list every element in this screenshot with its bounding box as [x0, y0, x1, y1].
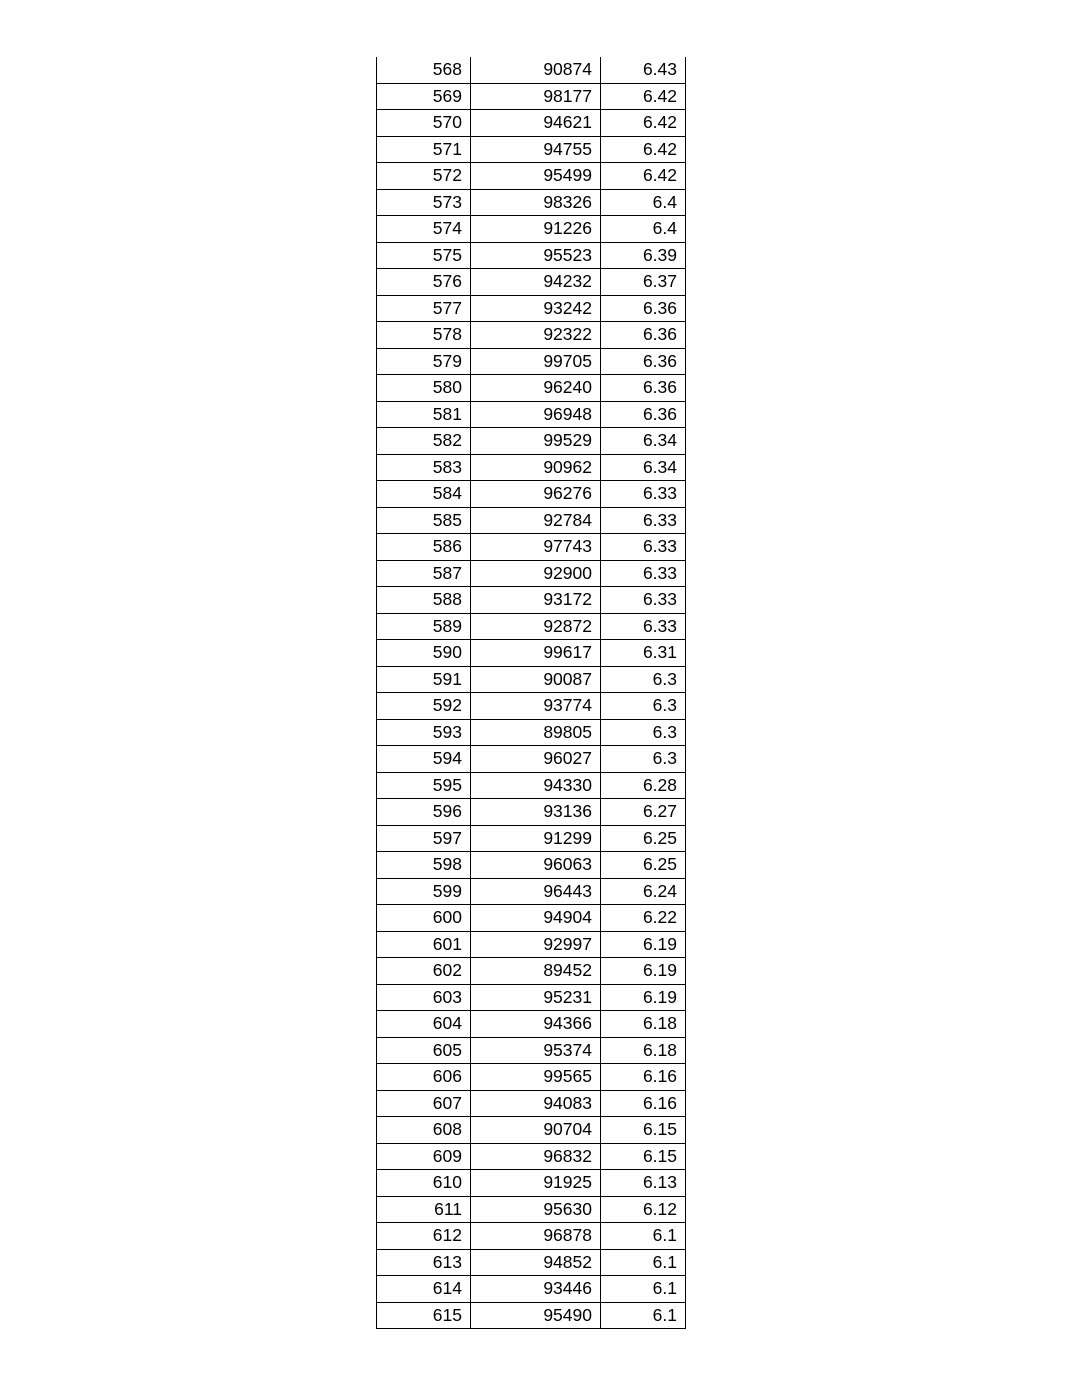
table-row [377, 322, 686, 349]
id-cell: 94852 [471, 1249, 601, 1276]
score-cell: 6.36 [601, 401, 686, 428]
id-cell: 92997 [471, 931, 601, 958]
rank-cell: 606 [377, 1064, 471, 1091]
id-cell: 91299 [471, 825, 601, 852]
id-cell: 98177 [471, 83, 601, 110]
score-cell: 6.15 [601, 1117, 686, 1144]
rank-cell: 609 [377, 1143, 471, 1170]
id-cell: 92872 [471, 613, 601, 640]
rank-cell: 595 [377, 772, 471, 799]
id-cell: 95523 [471, 242, 601, 269]
table-row [377, 1011, 686, 1038]
table-row [377, 242, 686, 269]
score-cell: 6.42 [601, 83, 686, 110]
rank-cell: 603 [377, 984, 471, 1011]
rank-cell: 611 [377, 1196, 471, 1223]
score-cell: 6.28 [601, 772, 686, 799]
id-cell: 98326 [471, 189, 601, 216]
rank-cell: 580 [377, 375, 471, 402]
table-row [377, 587, 686, 614]
table-row [377, 905, 686, 932]
score-cell: 6.27 [601, 799, 686, 826]
rank-cell: 598 [377, 852, 471, 879]
table-row [377, 1090, 686, 1117]
score-cell: 6.42 [601, 136, 686, 163]
score-cell: 6.15 [601, 1143, 686, 1170]
rank-cell: 575 [377, 242, 471, 269]
rank-cell: 571 [377, 136, 471, 163]
table-row [377, 560, 686, 587]
table-row [377, 216, 686, 243]
id-cell: 97743 [471, 534, 601, 561]
id-cell: 91226 [471, 216, 601, 243]
table-row [377, 1117, 686, 1144]
table-row [377, 428, 686, 455]
table-row [377, 640, 686, 667]
rank-cell: 581 [377, 401, 471, 428]
id-cell: 94621 [471, 110, 601, 137]
score-cell: 6.1 [601, 1223, 686, 1250]
score-cell: 6.1 [601, 1276, 686, 1303]
rank-cell: 599 [377, 878, 471, 905]
table-row [377, 534, 686, 561]
score-cell: 6.37 [601, 269, 686, 296]
rank-cell: 572 [377, 163, 471, 190]
id-cell: 94232 [471, 269, 601, 296]
id-cell: 93242 [471, 295, 601, 322]
rank-cell: 615 [377, 1302, 471, 1329]
score-cell: 6.3 [601, 746, 686, 773]
table-body [377, 57, 686, 1329]
score-cell: 6.42 [601, 163, 686, 190]
score-cell: 6.1 [601, 1249, 686, 1276]
rank-cell: 600 [377, 905, 471, 932]
score-cell: 6.36 [601, 348, 686, 375]
score-cell: 6.33 [601, 587, 686, 614]
table-row [377, 1302, 686, 1329]
rank-cell: 578 [377, 322, 471, 349]
id-cell: 99705 [471, 348, 601, 375]
rank-cell: 614 [377, 1276, 471, 1303]
table-row [377, 1223, 686, 1250]
id-cell: 94366 [471, 1011, 601, 1038]
id-cell: 90087 [471, 666, 601, 693]
rank-cell: 574 [377, 216, 471, 243]
table-row [377, 799, 686, 826]
score-cell: 6.4 [601, 216, 686, 243]
rank-cell: 605 [377, 1037, 471, 1064]
rank-cell: 584 [377, 481, 471, 508]
id-cell: 96878 [471, 1223, 601, 1250]
rank-cell: 586 [377, 534, 471, 561]
rank-cell: 573 [377, 189, 471, 216]
id-cell: 89452 [471, 958, 601, 985]
table-row [377, 825, 686, 852]
score-cell: 6.33 [601, 481, 686, 508]
table-row [377, 931, 686, 958]
id-cell: 94904 [471, 905, 601, 932]
score-cell: 6.16 [601, 1064, 686, 1091]
rank-cell: 612 [377, 1223, 471, 1250]
id-cell: 96240 [471, 375, 601, 402]
table-row [377, 1064, 686, 1091]
rank-cell: 607 [377, 1090, 471, 1117]
table-row [377, 772, 686, 799]
id-cell: 93446 [471, 1276, 601, 1303]
score-cell: 6.36 [601, 295, 686, 322]
table-row [377, 1196, 686, 1223]
score-cell: 6.33 [601, 534, 686, 561]
table-row [377, 189, 686, 216]
table-row [377, 83, 686, 110]
score-cell: 6.24 [601, 878, 686, 905]
rank-cell: 583 [377, 454, 471, 481]
rank-cell: 592 [377, 693, 471, 720]
rank-cell: 576 [377, 269, 471, 296]
score-cell: 6.33 [601, 613, 686, 640]
data-table [376, 57, 686, 1329]
id-cell: 90874 [471, 57, 601, 83]
table-row [377, 1037, 686, 1064]
rank-cell: 610 [377, 1170, 471, 1197]
score-cell: 6.36 [601, 322, 686, 349]
table-row [377, 136, 686, 163]
id-cell: 96948 [471, 401, 601, 428]
id-cell: 99529 [471, 428, 601, 455]
id-cell: 95630 [471, 1196, 601, 1223]
rank-cell: 579 [377, 348, 471, 375]
table-row [377, 852, 686, 879]
table-row [377, 163, 686, 190]
score-cell: 6.19 [601, 958, 686, 985]
score-cell: 6.3 [601, 666, 686, 693]
table-row [377, 507, 686, 534]
score-cell: 6.4 [601, 189, 686, 216]
score-cell: 6.22 [601, 905, 686, 932]
rank-cell: 593 [377, 719, 471, 746]
id-cell: 91925 [471, 1170, 601, 1197]
id-cell: 96832 [471, 1143, 601, 1170]
id-cell: 94755 [471, 136, 601, 163]
rank-cell: 601 [377, 931, 471, 958]
score-cell: 6.34 [601, 428, 686, 455]
table-row [377, 295, 686, 322]
score-cell: 6.39 [601, 242, 686, 269]
rank-cell: 588 [377, 587, 471, 614]
id-cell: 99565 [471, 1064, 601, 1091]
id-cell: 96443 [471, 878, 601, 905]
rank-cell: 568 [377, 57, 471, 83]
id-cell: 93136 [471, 799, 601, 826]
id-cell: 94083 [471, 1090, 601, 1117]
table-row [377, 878, 686, 905]
id-cell: 99617 [471, 640, 601, 667]
rank-cell: 582 [377, 428, 471, 455]
id-cell: 95231 [471, 984, 601, 1011]
id-cell: 96063 [471, 852, 601, 879]
id-cell: 92900 [471, 560, 601, 587]
score-cell: 6.13 [601, 1170, 686, 1197]
table-row [377, 481, 686, 508]
table-row [377, 1276, 686, 1303]
rank-cell: 602 [377, 958, 471, 985]
rank-cell: 569 [377, 83, 471, 110]
id-cell: 95374 [471, 1037, 601, 1064]
rank-cell: 604 [377, 1011, 471, 1038]
score-cell: 6.42 [601, 110, 686, 137]
table-row [377, 269, 686, 296]
table-row [377, 984, 686, 1011]
score-cell: 6.18 [601, 1011, 686, 1038]
rank-cell: 594 [377, 746, 471, 773]
table-row [377, 454, 686, 481]
score-cell: 6.25 [601, 825, 686, 852]
rank-cell: 597 [377, 825, 471, 852]
id-cell: 93774 [471, 693, 601, 720]
score-cell: 6.31 [601, 640, 686, 667]
rank-cell: 589 [377, 613, 471, 640]
score-cell: 6.19 [601, 984, 686, 1011]
rank-cell: 608 [377, 1117, 471, 1144]
table-row [377, 746, 686, 773]
score-cell: 6.3 [601, 693, 686, 720]
rank-cell: 570 [377, 110, 471, 137]
score-cell: 6.36 [601, 375, 686, 402]
table-row [377, 375, 686, 402]
table-row [377, 1249, 686, 1276]
id-cell: 92784 [471, 507, 601, 534]
table-row [377, 401, 686, 428]
rank-cell: 585 [377, 507, 471, 534]
score-cell: 6.43 [601, 57, 686, 83]
table-row [377, 613, 686, 640]
rank-cell: 591 [377, 666, 471, 693]
score-cell: 6.18 [601, 1037, 686, 1064]
score-cell: 6.3 [601, 719, 686, 746]
table-row [377, 348, 686, 375]
table-row [377, 693, 686, 720]
table-row [377, 110, 686, 137]
table-row [377, 958, 686, 985]
id-cell: 96276 [471, 481, 601, 508]
score-cell: 6.33 [601, 507, 686, 534]
table-row [377, 1170, 686, 1197]
score-cell: 6.16 [601, 1090, 686, 1117]
score-cell: 6.33 [601, 560, 686, 587]
score-cell: 6.12 [601, 1196, 686, 1223]
id-cell: 94330 [471, 772, 601, 799]
table-row [377, 666, 686, 693]
rank-cell: 613 [377, 1249, 471, 1276]
rank-cell: 596 [377, 799, 471, 826]
id-cell: 95490 [471, 1302, 601, 1329]
table-row [377, 1143, 686, 1170]
table-row [377, 719, 686, 746]
score-cell: 6.19 [601, 931, 686, 958]
score-cell: 6.25 [601, 852, 686, 879]
rank-cell: 590 [377, 640, 471, 667]
id-cell: 95499 [471, 163, 601, 190]
id-cell: 89805 [471, 719, 601, 746]
rank-cell: 587 [377, 560, 471, 587]
id-cell: 92322 [471, 322, 601, 349]
id-cell: 93172 [471, 587, 601, 614]
id-cell: 90962 [471, 454, 601, 481]
score-cell: 6.34 [601, 454, 686, 481]
score-cell: 6.1 [601, 1302, 686, 1329]
rank-cell: 577 [377, 295, 471, 322]
id-cell: 90704 [471, 1117, 601, 1144]
id-cell: 96027 [471, 746, 601, 773]
table-row [377, 57, 686, 83]
